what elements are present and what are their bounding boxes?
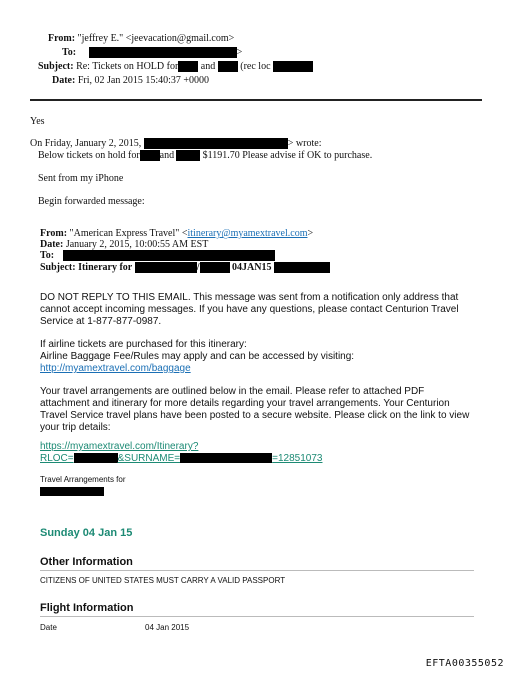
day-heading: Sunday 04 Jan 15 [40,527,133,539]
rloc-text[interactable]: RLOC= [40,453,74,464]
text-line: Your travel arrangements are outlined below in the email. Please refer to attached PDF [40,386,425,397]
wrote-text: > wrote: [287,138,322,149]
surname-text[interactable]: &SURNAME= [117,453,181,464]
flight-info-heading: Flight Information [40,602,134,614]
begin-forwarded: Begin forwarded message: [38,196,145,207]
itinerary-link-line2[interactable] [40,453,322,465]
section-divider [40,616,474,617]
on-prefix: On Friday, January 2, 2015, [30,138,142,149]
sent-from: Sent from my iPhone [38,173,124,184]
to-label: To: [62,47,77,58]
fwd-subject-slash: / [196,262,200,273]
redaction-box [40,487,104,496]
itinerary-link-line1[interactable]: https://myamextravel.com/Itinerary? [40,441,199,452]
hold-and: and [159,150,175,161]
text-line: cannot accept incoming messages. If you have any questions, please contact Centurion Travel [40,304,459,315]
text-line: Travel Service travel plans have been posted to a secure website. Please click on the link to view [40,410,470,421]
bates-number: EFTA00355052 [425,658,504,669]
fwd-subject-line [40,261,330,274]
from-value: "jeffrey E." <jeevacation@gmail.com> [77,33,235,44]
fwd-date-value: January 2, 2015, 10:00:55 AM EST [65,239,209,250]
fwd-from-email-link[interactable]: itinerary@myamextravel.com [187,228,308,239]
header-from-line [48,32,234,45]
fwd-subject-prefix: Itinerary for [78,262,133,273]
paragraph-baggage [40,339,354,375]
redaction-box [89,47,237,58]
subject-prefix: Re: Tickets on HOLD for [76,61,179,72]
subject-rec: (rec loc [240,61,271,72]
header-date-line [52,74,209,87]
redaction-box [144,138,288,149]
travel-arrangements-for [40,475,126,496]
reply-hold-line [38,149,372,162]
baggage-link[interactable]: http://myamextravel.com/baggage [40,363,191,374]
subject-and: and [200,61,216,72]
redaction-box [63,250,275,261]
section-divider [40,570,474,571]
fwd-subject-label: Subject: [40,262,76,273]
text-line: your trip details: [40,422,111,433]
paragraph-arrangements [40,386,469,434]
paragraph-do-not-reply [40,292,459,328]
arr-for-label: Travel Arrangements for [40,475,126,484]
fwd-from-name: "American Express Travel" < [69,228,188,239]
redaction-box [176,150,200,161]
text-line: DO NOT REPLY TO THIS EMAIL. This message was sent from a notification only address that [40,292,459,303]
redaction-box [140,150,160,161]
redaction-box [135,262,197,273]
date-value: Fri, 02 Jan 2015 15:40:37 +0000 [77,75,210,86]
redaction-box [274,262,330,273]
to-suffix: > [236,47,243,58]
fwd-subject-code: 04JAN15 [232,262,272,273]
redaction-box [180,453,272,463]
fwd-to-label: To: [40,250,55,261]
fwd-date-label: Date: [40,239,64,250]
hold-suffix: $1191.70 Please advise if OK to purchase. [202,150,373,161]
header-divider [30,99,482,101]
redaction-box [178,61,198,72]
subject-label: Subject: [38,61,74,72]
flight-date-value: 04 Jan 2015 [145,623,190,632]
redaction-box [218,61,238,72]
header-subject-line [38,60,313,73]
itinerary-link-block[interactable] [40,441,322,465]
from-label: From: [48,33,76,44]
redaction-box [74,453,118,463]
date-label: Date: [52,75,76,86]
redaction-box [200,262,230,273]
hold-prefix: Below tickets on hold for [38,150,140,161]
text-line: Service at 1-877-877-0987. [40,316,162,327]
fwd-from-close: > [307,228,314,239]
text-line: Airline Baggage Fee/Rules may apply and can be accessed by visiting: [40,351,355,362]
text-line: attachment and itinerary for more details regarding your travel arrangements. Your Centurion [40,398,450,409]
itinerary-tail[interactable]: =12851073 [272,453,323,464]
reply-yes: Yes [30,116,45,127]
fwd-from-label: From: [40,228,68,239]
text-line: If airline tickets are purchased for this itinerary: [40,339,247,350]
redaction-box [273,61,313,72]
header-to-line [62,46,242,59]
other-info-heading: Other Information [40,556,133,568]
flight-date-label: Date [40,623,57,632]
other-info-text: CITIZENS OF UNITED STATES MUST CARRY A VALID PASSPORT [40,576,286,585]
